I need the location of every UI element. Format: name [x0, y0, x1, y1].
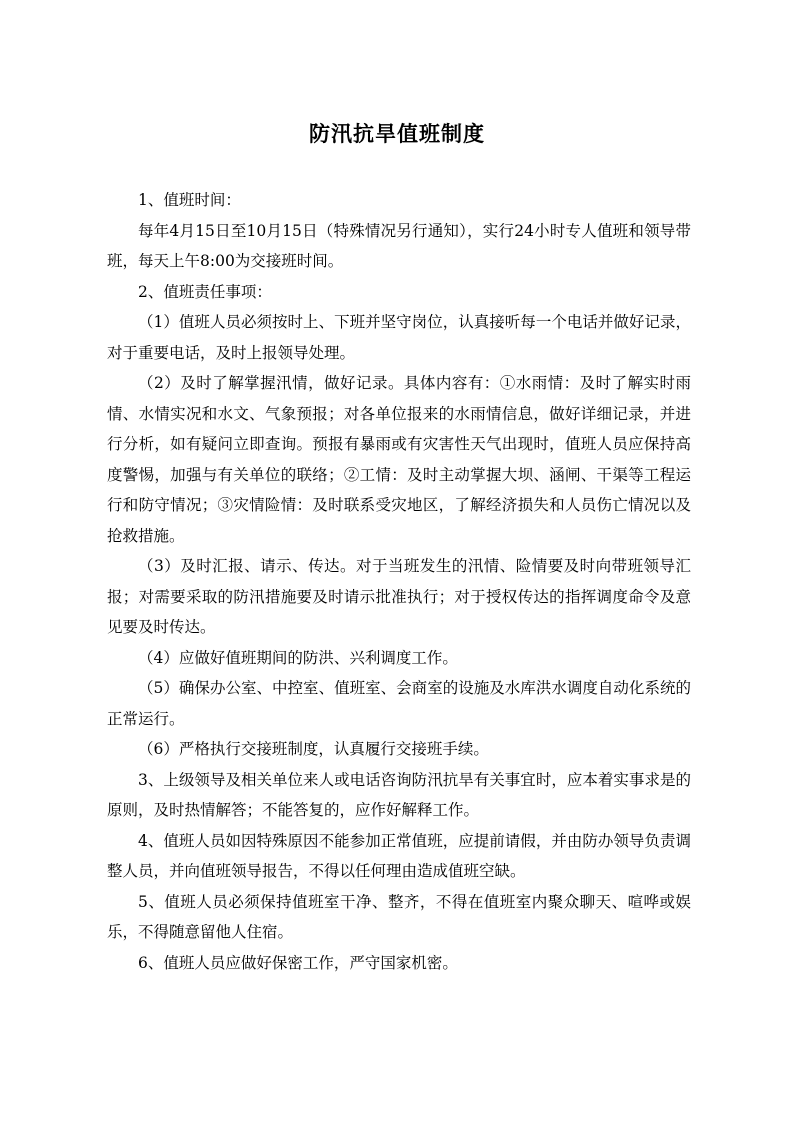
paragraph-item-6: （6）严格执行交接班制度，认真履行交接班手续。: [138, 740, 489, 758]
paragraph-duty-time: 每年4月15日至10月15日（特殊情况另行通知），实行24小时专人值班和领导带班，每天上午8:00为交接班时间。: [107, 221, 691, 270]
paragraph-item-5: （5）确保办公室、中控室、值班室、会商室的设施及水库洪水调度自动化系统的正常运行。: [107, 679, 691, 728]
paragraph-item-4: （4）应做好值班期间的防洪、兴利调度工作。: [138, 648, 458, 667]
document-body: [107, 185, 691, 978]
paragraph-duty-time-heading: 1、值班时间：: [138, 191, 241, 209]
paragraph-item-3: （3）及时汇报、请示、传达。对于当班发生的汛情、险情要及时向带班领导汇报；对需要采取的防汛措施要及时请示批准执行；对于授权传达的指挥调度命令及意见要及时传达。: [107, 557, 691, 636]
paragraph-rule-4: 4、值班人员如因特殊原因不能参加正常值班，应提前请假，并由防办领导负责调整人员，并向值班领导报告，不得以任何理由造成值班空缺。: [107, 831, 691, 880]
paragraph-item-1: （1）值班人员必须按时上、下班并坚守岗位，认真接听每一个电话并做好记录，对于重要电话，及时上报领导处理。: [107, 313, 691, 362]
paragraph-item-2: （2）及时了解掌握汛情，做好记录。具体内容有：①水雨情：及时了解实时雨情、水情实况和水文、气象预报；对各单位报来的水雨情信息，做好详细记录，并进行分析，如有疑问立即查询。预报有暴雨或有灾害性天气出现时，值班人员应保持高度警惕，加强与有关单位的联络；②工情：及时主动掌握大坝、涵闸、干渠等工程运行和防守情况；③灾情险情：及时联系受灾地区，了解经济损失和人员伤亡情况以及抢救措施。: [107, 374, 691, 545]
document-title: 防汛抗旱值班制度: [309, 121, 485, 146]
paragraph-rule-3: 3、上级领导及相关单位来人或电话咨询防汛抗旱有关事宜时，应本着实事求是的原则，及时热情解答；不能答复的，应作好解释工作。: [107, 770, 691, 819]
paragraph-rule-6: 6、值班人员应做好保密工作，严守国家机密。: [138, 953, 458, 972]
paragraph-rule-5: 5、值班人员必须保持值班室干净、整齐，不得在值班室内聚众聊天、喧哗或娱乐，不得随意留他人住宿。: [107, 892, 691, 941]
paragraph-duty-items-heading: 2、值班责任事项：: [138, 282, 272, 301]
